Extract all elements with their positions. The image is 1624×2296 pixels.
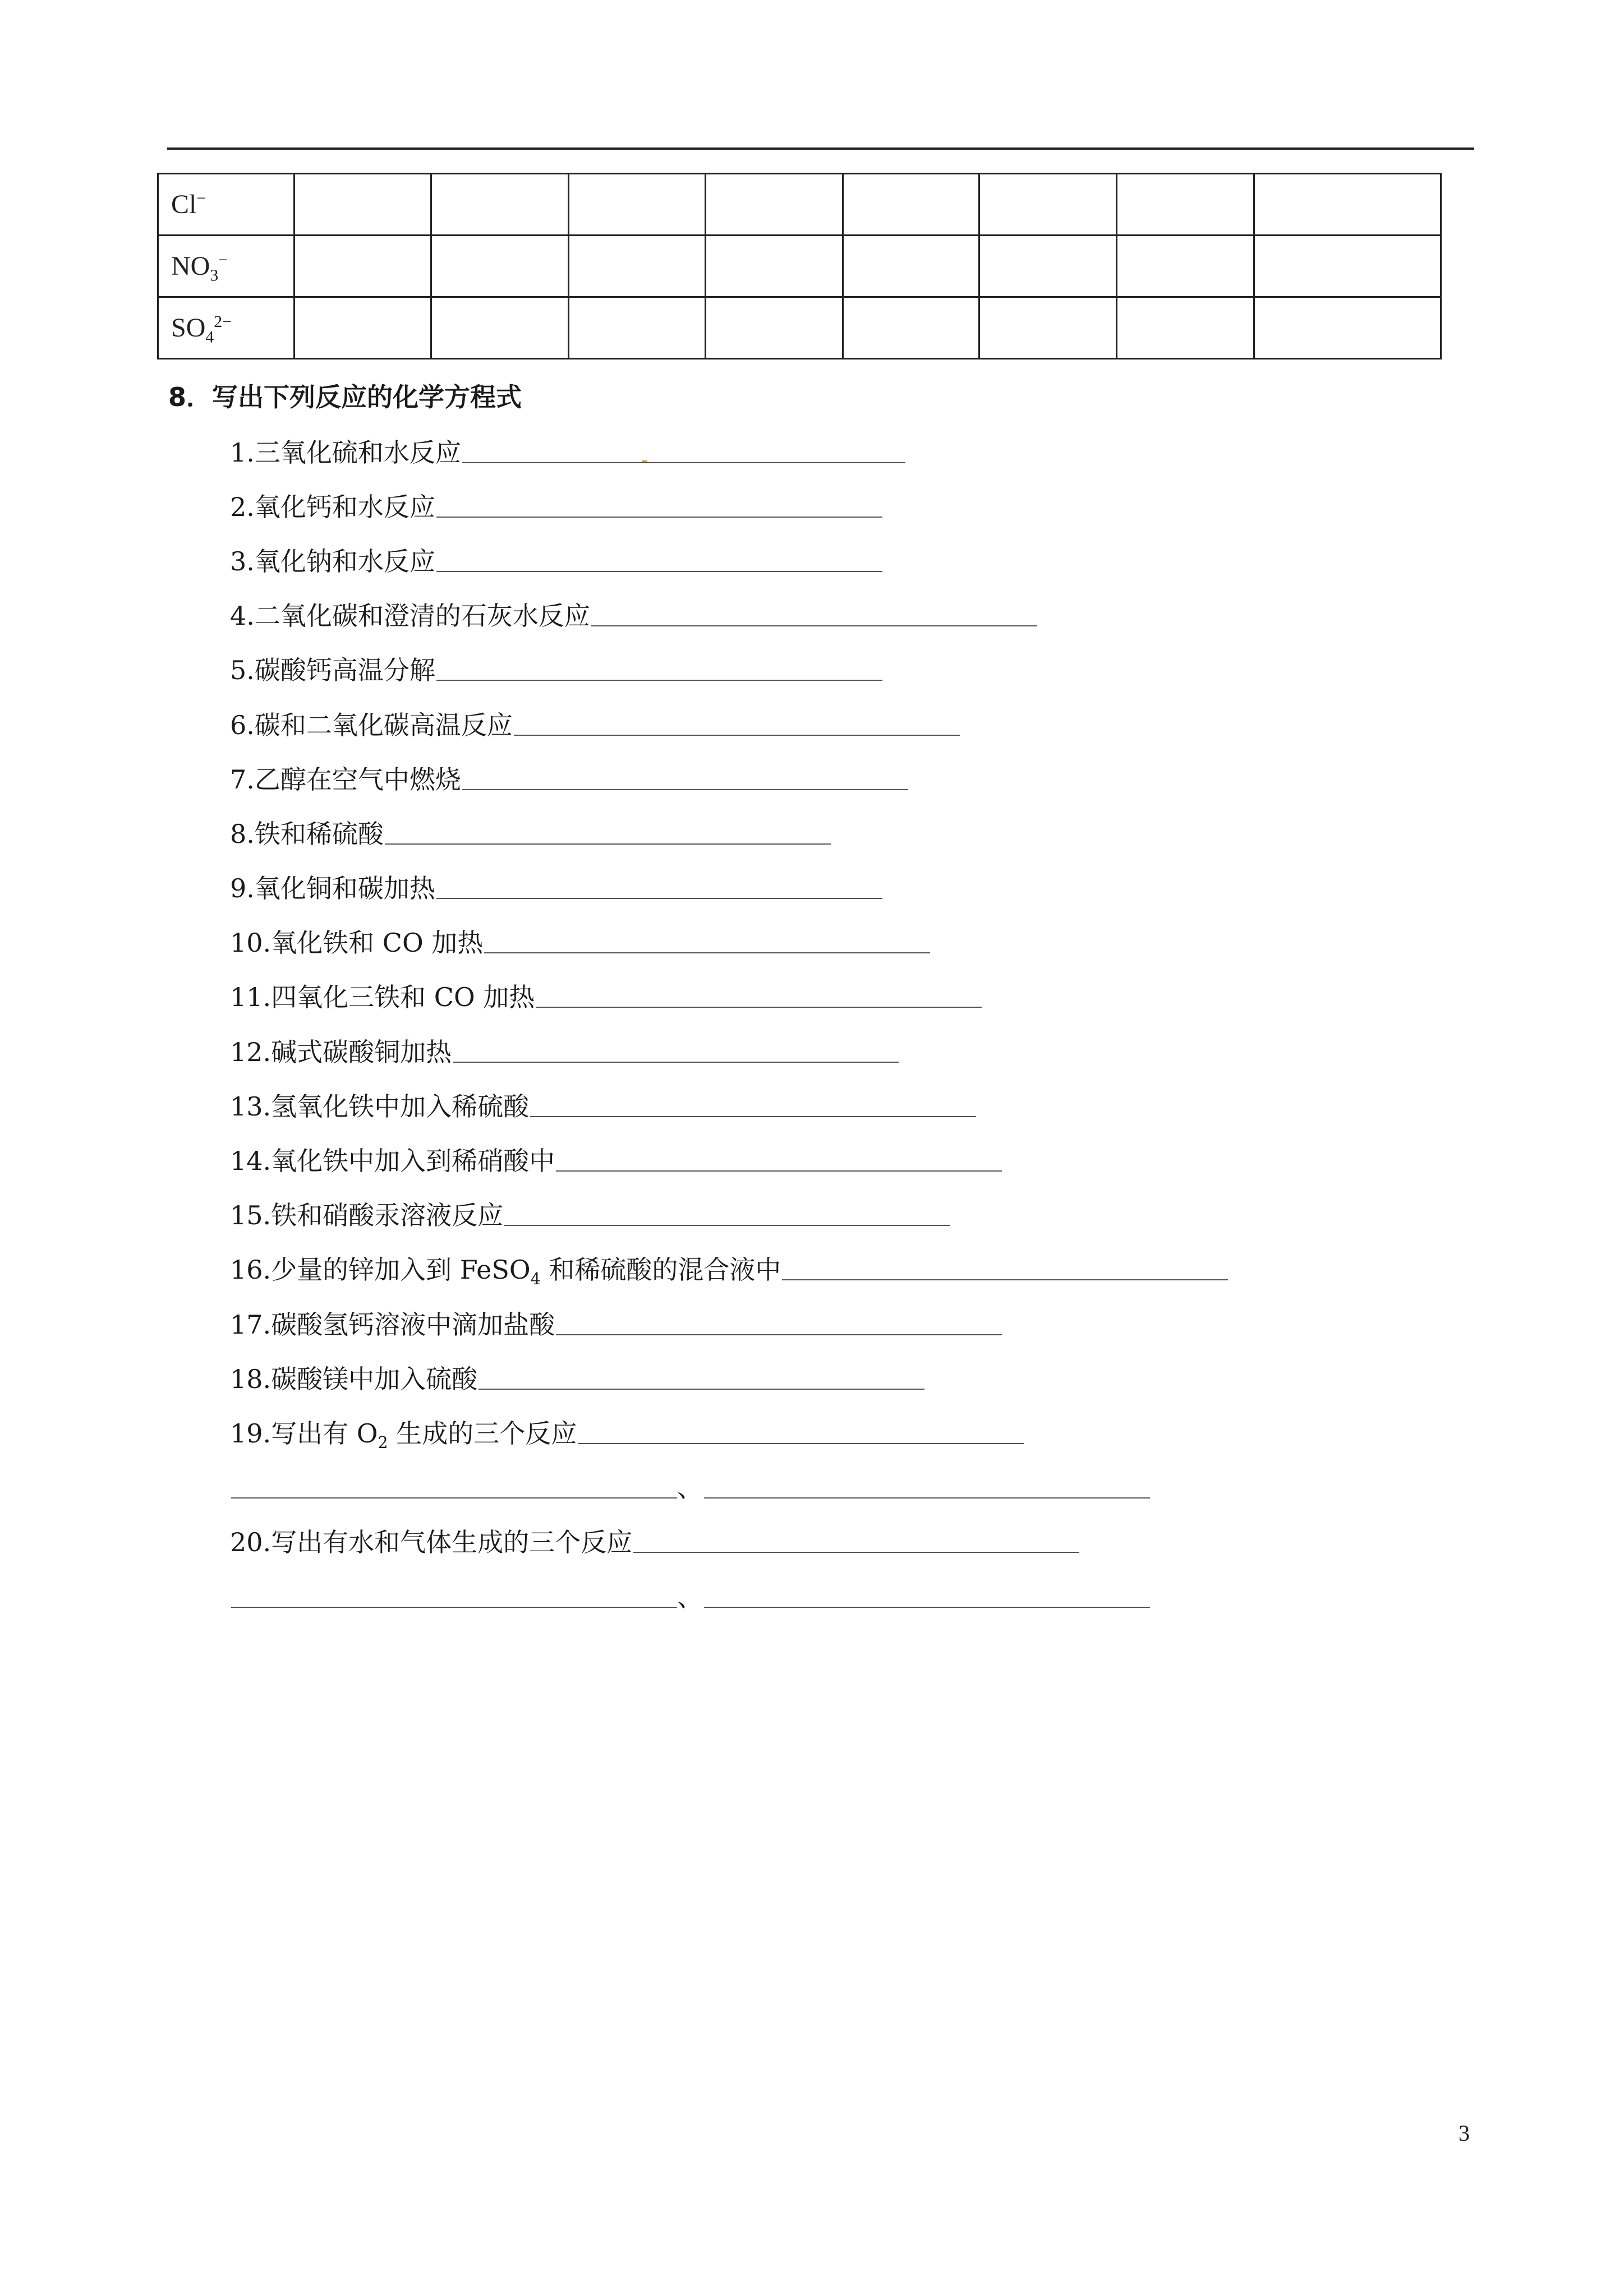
answer-blank[interactable] <box>704 1583 1150 1608</box>
ion-label-sulfate: $SO_4^{2-}$ <box>158 297 295 359</box>
list-item: 5.碳酸钙高温分解 <box>230 642 1464 696</box>
list-item: 18.碳酸镁中加入硫酸 <box>230 1350 1464 1404</box>
answer-blank[interactable] <box>385 820 831 845</box>
question-items <box>230 423 1464 1622</box>
answer-blank[interactable] <box>453 1038 899 1063</box>
answer-blank[interactable] <box>530 1092 976 1117</box>
list-item: 15.铁和硝酸汞溶液反应 <box>230 1187 1464 1241</box>
answer-blank[interactable] <box>436 656 882 681</box>
ion-label-nitrate: $NO_3^-$ <box>158 236 295 297</box>
list-item: 19.写出有 $O_2$ 生成的三个反应 <box>230 1404 1464 1459</box>
list-item <box>230 1459 1464 1514</box>
answer-blank[interactable] <box>462 439 905 463</box>
answer-blank[interactable] <box>536 983 982 1008</box>
answer-blank[interactable] <box>782 1256 1228 1280</box>
answer-blank[interactable] <box>591 602 1037 626</box>
list-item: 8.铁和稀硫酸 <box>230 805 1464 859</box>
list-item: 10.氧化铁和 CO 加热 <box>230 914 1464 969</box>
list-item: 13.氢氧化铁中加入稀硫酸 <box>230 1077 1464 1132</box>
list-item: 12.碱式碳酸铜加热 <box>230 1023 1464 1077</box>
list-item <box>230 1568 1464 1622</box>
answer-blank[interactable] <box>436 874 882 899</box>
answer-blank[interactable] <box>704 1474 1150 1499</box>
answer-blank[interactable] <box>231 1583 677 1608</box>
ion-table <box>157 173 1442 359</box>
list-item: 16.少量的锌加入到 FeSO$_4$ 和稀硫酸的混合液中 <box>230 1241 1464 1295</box>
list-item: 11.四氧化三铁和 CO 加热 <box>230 969 1464 1023</box>
list-item: 7.乙醇在空气中燃烧 <box>230 750 1464 805</box>
question-title: 8．写出下列反应的化学方程式 <box>168 382 522 412</box>
list-item: 14.氧化铁中加入到稀硝酸中 <box>230 1132 1464 1186</box>
table-row <box>158 174 1441 236</box>
separator: 、 <box>677 1473 703 1504</box>
list-item: 1.三氧化硫和水反应 <box>230 423 1464 478</box>
page-number: 3 <box>1459 2120 1470 2146</box>
answer-blank[interactable] <box>484 929 930 953</box>
answer-blank[interactable] <box>556 1147 1002 1172</box>
answer-blank[interactable] <box>479 1365 924 1390</box>
ion-label-chloride: Cl− <box>158 174 295 236</box>
answer-blank[interactable] <box>514 711 960 736</box>
list-item: 17.碳酸氢钙溶液中滴加盐酸 <box>230 1295 1464 1350</box>
answer-blank[interactable] <box>578 1419 1024 1444</box>
list-item: 4.二氧化碳和澄清的石灰水反应 <box>230 587 1464 642</box>
answer-blank[interactable] <box>231 1474 677 1499</box>
separator: 、 <box>677 1582 703 1612</box>
answer-blank[interactable] <box>556 1311 1002 1335</box>
header-rule <box>167 147 1474 150</box>
list-item: 2.氧化钙和水反应 <box>230 478 1464 532</box>
list-item: 20.写出有水和气体生成的三个反应 <box>230 1514 1464 1568</box>
answer-blank[interactable] <box>504 1201 950 1226</box>
list-item: 3.氧化钠和水反应 <box>230 532 1464 587</box>
answer-blank[interactable] <box>436 547 882 572</box>
table-row <box>158 236 1441 297</box>
answer-blank[interactable] <box>436 493 882 518</box>
list-item: 6.碳和二氧化碳高温反应 <box>230 696 1464 750</box>
list-item: 9.氧化铜和碳加热 <box>230 860 1464 914</box>
answer-blank[interactable] <box>633 1528 1079 1553</box>
table-row <box>158 297 1441 359</box>
answer-blank[interactable] <box>462 766 908 790</box>
